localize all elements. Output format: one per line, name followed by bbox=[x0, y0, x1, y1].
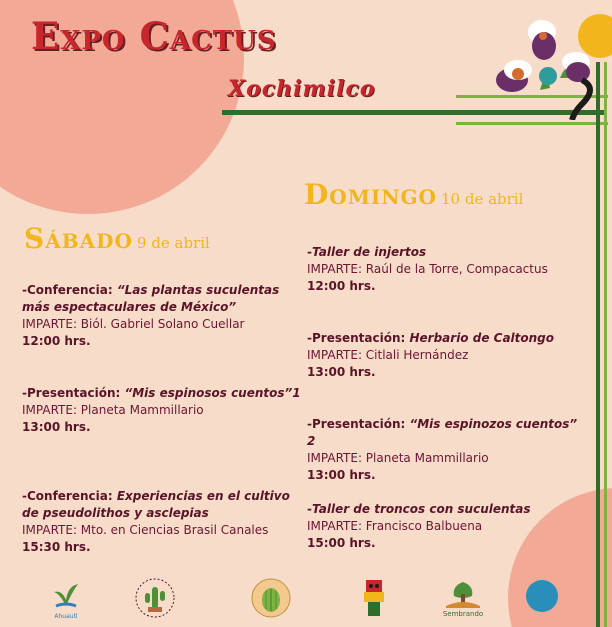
svg-text:Sembrando: Sembrando bbox=[442, 610, 484, 618]
sunday-event bbox=[307, 416, 587, 484]
event-time: 13:00 hrs. bbox=[307, 468, 376, 482]
event-instructor: IMPARTE: Planeta Mammillario bbox=[22, 403, 204, 417]
sunday-event bbox=[307, 244, 587, 295]
sprout-water-logo-icon bbox=[46, 576, 86, 620]
divider-line bbox=[604, 62, 607, 627]
event-time: 13:00 hrs. bbox=[307, 365, 376, 379]
event-title: -Presentación: Herbario de Caltongo bbox=[307, 331, 555, 345]
event-title: -Presentación: “Mis espinozos cuentos” 2 bbox=[307, 417, 578, 448]
sunday-event bbox=[307, 501, 587, 552]
divider-line bbox=[596, 62, 600, 627]
cactus-circle-logo-icon bbox=[134, 576, 176, 620]
cactus-seal-logo-icon bbox=[250, 576, 292, 620]
saturday-heading bbox=[24, 222, 210, 255]
totem-logo-icon bbox=[360, 576, 388, 620]
event-instructor: IMPARTE: Planeta Mammillario bbox=[307, 451, 489, 465]
event-time: 15:00 hrs. bbox=[307, 536, 376, 550]
saturday-event bbox=[22, 385, 302, 436]
sunday-event bbox=[307, 330, 587, 381]
event-time: 15:30 hrs. bbox=[22, 540, 91, 554]
svg-text:Ahuautl: Ahuautl bbox=[54, 613, 78, 620]
event-time: 13:00 hrs. bbox=[22, 420, 91, 434]
event-title: -Conferencia: “Las plantas suculentas más espectaculares de México” bbox=[22, 283, 280, 314]
event-title: -Conferencia: Experiencias en el cultivo de pseudolithos y asclepias bbox=[22, 489, 290, 520]
moon-logo-icon bbox=[524, 576, 560, 620]
event-time: 12:00 hrs. bbox=[22, 334, 91, 348]
event-title: -Presentación: “Mis espinosos cuentos”1 bbox=[22, 386, 301, 400]
sembrando-tree-logo-icon bbox=[440, 576, 486, 620]
event-instructor: IMPARTE: Francisco Balbuena bbox=[307, 519, 483, 533]
flowers-illustration-icon bbox=[490, 8, 612, 120]
sunday-heading bbox=[304, 178, 523, 211]
poster-title: Expo Cactus bbox=[31, 14, 277, 58]
event-instructor: IMPARTE: Biól. Gabriel Solano Cuellar bbox=[22, 317, 245, 331]
sunday-day: Domingo bbox=[304, 178, 437, 211]
saturday-day: Sábado bbox=[24, 222, 133, 255]
poster-subtitle: Xochimilco bbox=[228, 76, 376, 102]
sunday-date: 10 de abril bbox=[440, 190, 524, 208]
divider-line bbox=[456, 122, 608, 125]
event-time: 12:00 hrs. bbox=[307, 279, 376, 293]
event-title: -Taller de injertos bbox=[307, 245, 427, 259]
saturday-event bbox=[22, 488, 302, 556]
event-instructor: IMPARTE: Citlali Hernández bbox=[307, 348, 469, 362]
event-title: -Taller de troncos con suculentas bbox=[307, 502, 531, 516]
event-instructor: IMPARTE: Raúl de la Torre, Compacactus bbox=[307, 262, 548, 276]
saturday-date: 9 de abril bbox=[136, 234, 210, 252]
saturday-event bbox=[22, 282, 302, 350]
event-instructor: IMPARTE: Mto. en Ciencias Brasil Canales bbox=[22, 523, 269, 537]
